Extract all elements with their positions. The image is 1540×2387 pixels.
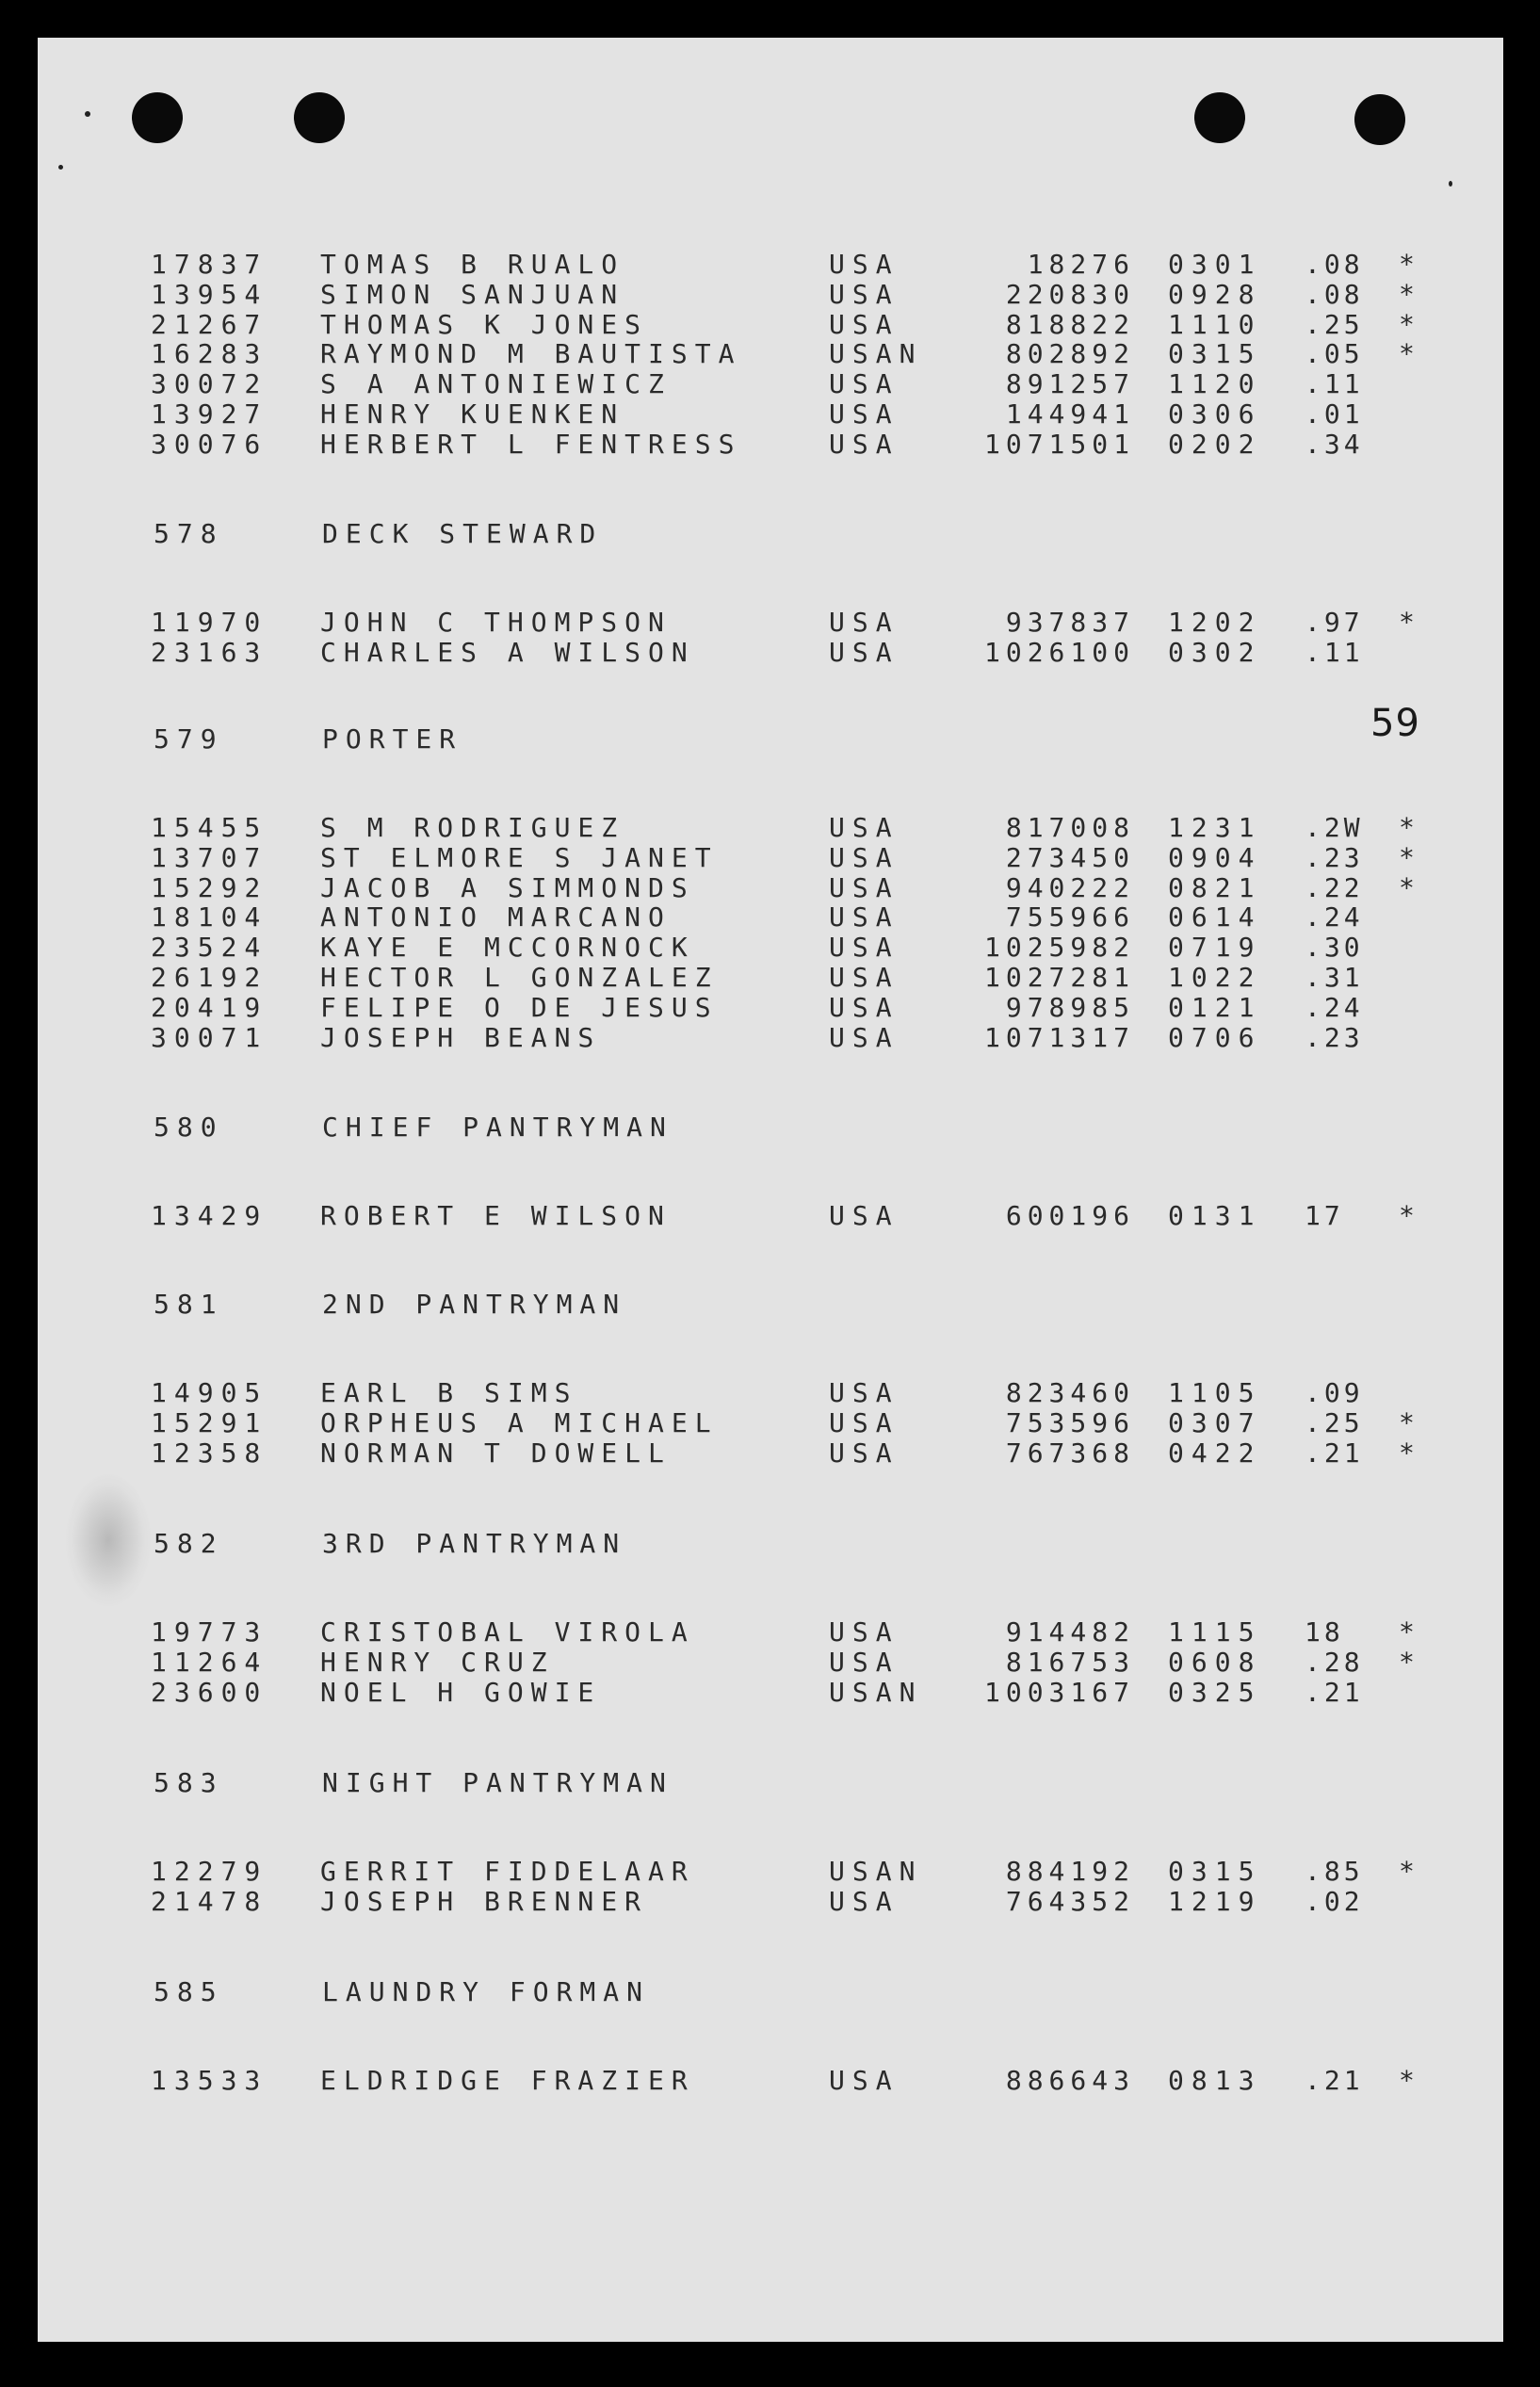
crew-name: SIMON SANJUAN <box>320 278 625 310</box>
citizenship: USA <box>829 1646 900 1678</box>
crew-name: S A ANTONIEWICZ <box>320 368 672 400</box>
document-number: 818822 <box>1005 308 1135 340</box>
punch-hole-icon <box>294 92 345 143</box>
citizenship: USA <box>829 1200 900 1231</box>
asterisk-mark: * <box>1399 2065 1415 2096</box>
crew-name: ELDRIDGE FRAZIER <box>320 2065 695 2096</box>
document-number: 940222 <box>1005 871 1135 903</box>
citizenship: USAN <box>829 1856 923 1887</box>
document-number: 1027281 <box>983 962 1135 993</box>
rate-value: .85 <box>1305 1856 1364 1887</box>
crew-name: NORMAN T DOWELL <box>320 1437 672 1469</box>
asterisk-mark: * <box>1399 1616 1415 1648</box>
ledger-row <box>0 398 1540 429</box>
crew-id: 15292 <box>151 871 268 903</box>
section-title: LAUNDRY FORMAN <box>322 1976 651 2007</box>
section-code: 585 <box>154 1976 224 2007</box>
rate-value: .24 <box>1305 991 1364 1023</box>
date-code: 1202 <box>1168 607 1262 638</box>
date-code: 0202 <box>1168 428 1262 460</box>
crew-id: 18104 <box>151 901 268 934</box>
date-code: 1115 <box>1168 1616 1262 1648</box>
crew-id: 21478 <box>151 1885 268 1917</box>
citizenship: USA <box>829 812 900 843</box>
rate-value: .08 <box>1305 278 1364 310</box>
section-heading <box>0 1976 1540 2006</box>
document-number: 1003167 <box>983 1676 1135 1708</box>
citizenship: USA <box>829 1616 900 1648</box>
ledger-row <box>0 1377 1540 1407</box>
crew-id: 15291 <box>151 1406 268 1438</box>
rate-value: .28 <box>1305 1646 1364 1678</box>
document-number: 767368 <box>1005 1437 1135 1469</box>
punch-hole-icon <box>1194 92 1245 143</box>
date-code: 0813 <box>1168 2065 1262 2096</box>
section-code: 583 <box>154 1767 224 1798</box>
ledger-row <box>0 1022 1540 1052</box>
section-heading <box>0 1112 1540 1142</box>
crew-name: GERRIT FIDDELAAR <box>320 1856 695 1887</box>
document-number: 1071501 <box>983 428 1135 460</box>
asterisk-mark: * <box>1399 1406 1415 1438</box>
date-code: 0706 <box>1168 1021 1262 1053</box>
date-code: 0315 <box>1168 1856 1262 1887</box>
crew-name: EARL B SIMS <box>320 1377 578 1408</box>
speck-mark <box>58 165 63 170</box>
crew-id: 30076 <box>151 428 268 460</box>
crew-name: S M RODRIGUEZ <box>320 812 625 843</box>
crew-id: 13533 <box>151 2065 268 2096</box>
ledger-row <box>0 1677 1540 1707</box>
crew-name: HERBERT L FENTRESS <box>320 428 742 460</box>
rate-value: .11 <box>1305 636 1364 668</box>
crew-name: HENRY KUENKEN <box>320 398 625 430</box>
crew-id: 14905 <box>151 1377 268 1408</box>
ledger-row <box>0 1886 1540 1916</box>
crew-name: JACOB A SIMMONDS <box>320 871 695 903</box>
crew-name: JOSEPH BRENNER <box>320 1885 649 1917</box>
ledger-row <box>0 1437 1540 1468</box>
crew-id: 13429 <box>151 1200 268 1231</box>
document-number: 1025982 <box>983 932 1135 964</box>
ledger-row <box>0 1856 1540 1886</box>
section-heading <box>0 1528 1540 1558</box>
ledger-row <box>0 368 1540 398</box>
crew-name: THOMAS K JONES <box>320 308 649 340</box>
rate-value: .23 <box>1305 841 1364 873</box>
section-title: PORTER <box>322 723 463 755</box>
document-number: 18276 <box>1027 249 1135 280</box>
crew-name: HENRY CRUZ <box>320 1646 555 1678</box>
section-title: CHIEF PANTRYMAN <box>322 1112 673 1143</box>
section-title: NIGHT PANTRYMAN <box>322 1767 673 1798</box>
crew-id: 12279 <box>151 1856 268 1887</box>
citizenship: USA <box>829 428 900 460</box>
section-title: 3RD PANTRYMAN <box>322 1528 627 1559</box>
document-number: 220830 <box>1005 278 1135 310</box>
section-heading <box>0 1289 1540 1319</box>
crew-name: ANTONIO MARCANO <box>320 901 672 934</box>
document-number: 802892 <box>1005 338 1135 370</box>
section-code: 581 <box>154 1289 224 1320</box>
citizenship: USA <box>829 841 900 873</box>
date-code: 0325 <box>1168 1676 1262 1708</box>
section-heading <box>0 723 1540 754</box>
document-number: 764352 <box>1005 1885 1135 1917</box>
rate-value: .21 <box>1305 1437 1364 1469</box>
crew-id: 13954 <box>151 278 268 310</box>
citizenship: USA <box>829 368 900 400</box>
document-number: 273450 <box>1005 841 1135 873</box>
crew-id: 23524 <box>151 932 268 964</box>
ledger-row <box>0 842 1540 872</box>
rate-value: 17 <box>1305 1200 1344 1231</box>
date-code: 1022 <box>1168 962 1262 993</box>
date-code: 0614 <box>1168 901 1262 934</box>
document-number: 914482 <box>1005 1616 1135 1648</box>
citizenship: USA <box>829 398 900 430</box>
ledger-row <box>0 1200 1540 1230</box>
crew-id: 20419 <box>151 991 268 1023</box>
ledger-row <box>0 901 1540 932</box>
date-code: 0719 <box>1168 932 1262 964</box>
rate-value: .30 <box>1305 932 1364 964</box>
crew-name: JOHN C THOMPSON <box>320 607 672 638</box>
rate-value: .97 <box>1305 607 1364 638</box>
crew-name: JOSEPH BEANS <box>320 1021 602 1053</box>
document-number: 884192 <box>1005 1856 1135 1887</box>
rate-value: .11 <box>1305 368 1364 400</box>
ledger-row <box>0 1616 1540 1647</box>
ledger-row <box>0 429 1540 459</box>
date-code: 0422 <box>1168 1437 1262 1469</box>
ledger-row <box>0 872 1540 902</box>
crew-id: 13927 <box>151 398 268 430</box>
rate-value: .01 <box>1305 398 1364 430</box>
rate-value: .2W <box>1305 812 1364 843</box>
page-number: 59 <box>1370 702 1420 745</box>
citizenship: USA <box>829 607 900 638</box>
rate-value: .05 <box>1305 338 1364 370</box>
asterisk-mark: * <box>1399 338 1415 370</box>
section-title: DECK STEWARD <box>322 518 604 549</box>
ledger-row <box>0 932 1540 962</box>
crew-id: 21267 <box>151 308 268 340</box>
crew-id: 15455 <box>151 812 268 843</box>
date-code: 0307 <box>1168 1406 1262 1438</box>
section-code: 582 <box>154 1528 224 1559</box>
citizenship: USA <box>829 1885 900 1917</box>
date-code: 0821 <box>1168 871 1262 903</box>
date-code: 0608 <box>1168 1646 1262 1678</box>
citizenship: USA <box>829 278 900 310</box>
citizenship: USA <box>829 249 900 280</box>
rate-value: .08 <box>1305 249 1364 280</box>
rate-value: .25 <box>1305 1406 1364 1438</box>
ledger-row <box>0 962 1540 992</box>
section-code: 578 <box>154 518 224 549</box>
document-number: 886643 <box>1005 2065 1135 2096</box>
ledger-row <box>0 249 1540 279</box>
crew-id: 11970 <box>151 607 268 638</box>
asterisk-mark: * <box>1399 249 1415 280</box>
document-number: 816753 <box>1005 1646 1135 1678</box>
punch-hole-icon <box>132 92 183 143</box>
crew-name: ROBERT E WILSON <box>320 1200 672 1231</box>
crew-name: RAYMOND M BAUTISTA <box>320 338 742 370</box>
section-code: 579 <box>154 723 224 755</box>
crew-name: TOMAS B RUALO <box>320 249 625 280</box>
document-number: 144941 <box>1005 398 1135 430</box>
ledger-row <box>0 812 1540 842</box>
crew-id: 30071 <box>151 1021 268 1053</box>
citizenship: USA <box>829 991 900 1023</box>
citizenship: USA <box>829 871 900 903</box>
citizenship: USA <box>829 932 900 964</box>
citizenship: USA <box>829 2065 900 2096</box>
date-code: 0302 <box>1168 636 1262 668</box>
punch-hole-icon <box>1354 94 1405 145</box>
crew-name: HECTOR L GONZALEZ <box>320 962 719 993</box>
rate-value: .31 <box>1305 962 1364 993</box>
crew-id: 23163 <box>151 636 268 668</box>
ledger-row <box>0 279 1540 309</box>
rate-value: 18 <box>1305 1616 1344 1648</box>
crew-id: 17837 <box>151 249 268 280</box>
document-number: 937837 <box>1005 607 1135 638</box>
citizenship: USA <box>829 901 900 934</box>
asterisk-mark: * <box>1399 1646 1415 1678</box>
date-code: 0131 <box>1168 1200 1262 1231</box>
citizenship: USA <box>829 1406 900 1438</box>
date-code: 0301 <box>1168 249 1262 280</box>
ledger-row <box>0 309 1540 339</box>
document-number: 1026100 <box>983 636 1135 668</box>
section-heading <box>0 518 1540 548</box>
rate-value: .25 <box>1305 308 1364 340</box>
citizenship: USA <box>829 308 900 340</box>
ledger-row <box>0 1647 1540 1677</box>
date-code: 1120 <box>1168 368 1262 400</box>
asterisk-mark: * <box>1399 812 1415 843</box>
document-number: 891257 <box>1005 368 1135 400</box>
citizenship: USAN <box>829 1676 923 1708</box>
crew-name: FELIPE O DE JESUS <box>320 991 719 1023</box>
document-number: 823460 <box>1005 1377 1135 1408</box>
document-number: 978985 <box>1005 991 1135 1023</box>
date-code: 1219 <box>1168 1885 1262 1917</box>
rate-value: .24 <box>1305 901 1364 934</box>
crew-id: 13707 <box>151 841 268 873</box>
citizenship: USA <box>829 962 900 993</box>
crew-id: 19773 <box>151 1616 268 1648</box>
speck-mark <box>85 111 90 117</box>
section-title: 2ND PANTRYMAN <box>322 1289 627 1320</box>
section-code: 580 <box>154 1112 224 1143</box>
date-code: 0121 <box>1168 991 1262 1023</box>
section-heading <box>0 1767 1540 1797</box>
speck-mark <box>1449 181 1452 187</box>
citizenship: USA <box>829 1021 900 1053</box>
document-number: 755966 <box>1005 901 1135 934</box>
crew-id: 16283 <box>151 338 268 370</box>
date-code: 0315 <box>1168 338 1262 370</box>
ledger-row <box>0 2065 1540 2095</box>
date-code: 1110 <box>1168 308 1262 340</box>
asterisk-mark: * <box>1399 1437 1415 1469</box>
document-number: 753596 <box>1005 1406 1135 1438</box>
crew-name: CRISTOBAL VIROLA <box>320 1616 695 1648</box>
ledger-row <box>0 992 1540 1022</box>
asterisk-mark: * <box>1399 1856 1415 1887</box>
document-number: 1071317 <box>983 1021 1135 1053</box>
asterisk-mark: * <box>1399 1200 1415 1231</box>
asterisk-mark: * <box>1399 607 1415 638</box>
document-number: 600196 <box>1005 1200 1135 1231</box>
date-code: 0928 <box>1168 278 1262 310</box>
date-code: 0306 <box>1168 398 1262 430</box>
crew-id: 23600 <box>151 1676 268 1708</box>
crew-id: 11264 <box>151 1646 268 1678</box>
crew-name: ST ELMORE S JANET <box>320 841 719 873</box>
date-code: 0904 <box>1168 841 1262 873</box>
citizenship: USA <box>829 1437 900 1469</box>
citizenship: USAN <box>829 338 923 370</box>
citizenship: USA <box>829 636 900 668</box>
ledger-row <box>0 1407 1540 1437</box>
asterisk-mark: * <box>1399 841 1415 873</box>
ledger-row <box>0 338 1540 368</box>
crew-name: ORPHEUS A MICHAEL <box>320 1406 719 1438</box>
crew-name: KAYE E MCCORNOCK <box>320 932 695 964</box>
asterisk-mark: * <box>1399 278 1415 310</box>
rate-value: .21 <box>1305 1676 1364 1708</box>
document-number: 817008 <box>1005 812 1135 843</box>
crew-id: 26192 <box>151 962 268 993</box>
rate-value: .23 <box>1305 1021 1364 1053</box>
rate-value: .34 <box>1305 428 1364 460</box>
rate-value: .09 <box>1305 1377 1364 1408</box>
date-code: 1231 <box>1168 812 1262 843</box>
rate-value: .02 <box>1305 1885 1364 1917</box>
rate-value: .21 <box>1305 2065 1364 2096</box>
crew-id: 30072 <box>151 368 268 400</box>
crew-id: 12358 <box>151 1437 268 1469</box>
ledger-row <box>0 637 1540 667</box>
rate-value: .22 <box>1305 871 1364 903</box>
asterisk-mark: * <box>1399 308 1415 340</box>
citizenship: USA <box>829 1377 900 1408</box>
date-code: 1105 <box>1168 1377 1262 1408</box>
asterisk-mark: * <box>1399 871 1415 903</box>
crew-name: CHARLES A WILSON <box>320 636 695 668</box>
crew-name: NOEL H GOWIE <box>320 1676 602 1708</box>
ledger-row <box>0 607 1540 637</box>
